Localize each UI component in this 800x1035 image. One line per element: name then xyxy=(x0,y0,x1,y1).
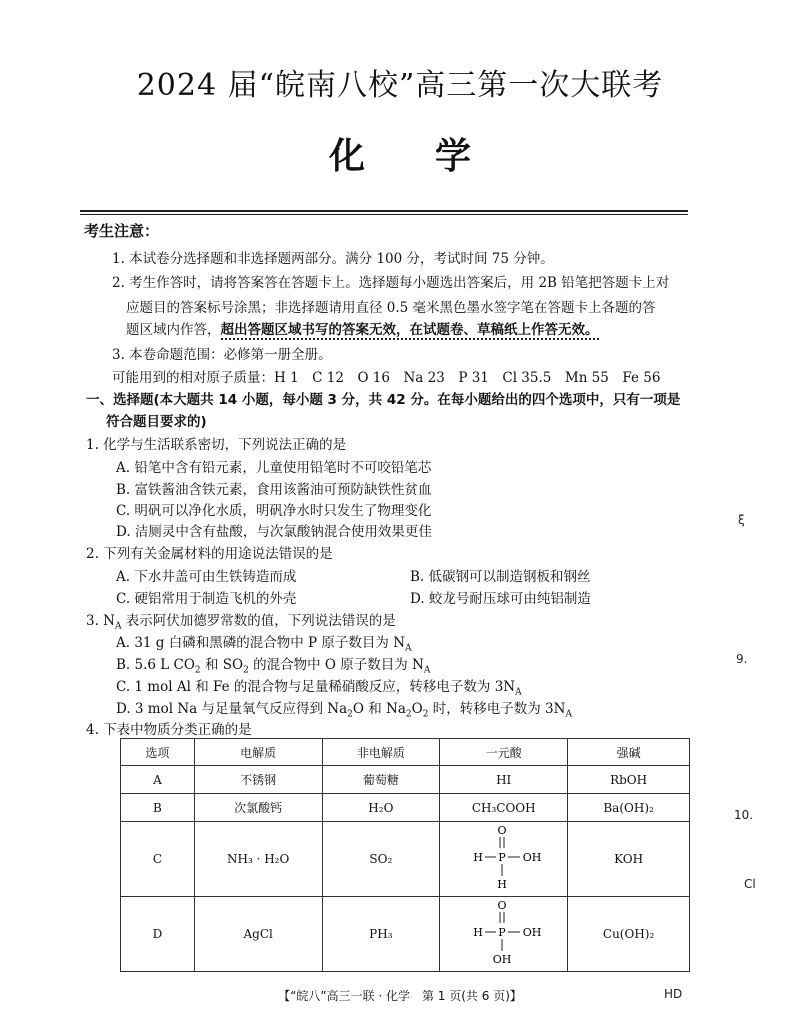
q1-option-c: C. 明矾可以净化水质，明矾净水时只发生了物理变化 xyxy=(116,503,432,519)
q3-a-sub: A xyxy=(405,643,412,654)
table-row xyxy=(121,766,690,794)
notice-item-1: 1. 本试卷分选择题和非选择题两部分。满分 100 分，考试时间 75 分钟。 xyxy=(112,251,554,267)
table-cell: PH₃ xyxy=(322,897,440,972)
q3-stem-n: 3. N xyxy=(86,613,115,629)
table-header: 强碱 xyxy=(568,739,690,766)
notice-item-2-cont: 应题目的答案标号涂黑；非选择题请用直径 0.5 毫米黑色墨水签字笔在答题卡上各题的答 xyxy=(126,300,656,316)
margin-mark: Cl xyxy=(744,877,756,891)
q3-option-b xyxy=(116,653,430,676)
struct-p: P xyxy=(498,925,506,939)
table-cell: HI xyxy=(440,766,568,794)
table-header-row xyxy=(121,739,690,766)
table-row xyxy=(121,822,690,897)
q3-d-text2: O 和 Na xyxy=(352,701,406,717)
table-cell: C xyxy=(121,822,195,897)
q2-option-b: B. 低碳钢可以制造钢板和钢丝 xyxy=(410,569,591,585)
q2-option-a: A. 下水井盖可由生铁铸造而成 xyxy=(116,569,297,585)
q3-b-sub2: 2 xyxy=(243,665,249,676)
q3-stem-text: 表示阿伏加德罗常数的值，下列说法错误的是 xyxy=(121,613,396,629)
q1-stem: 1. 化学与生活联系密切，下列说法正确的是 xyxy=(86,437,347,453)
q3-c-text: C. 1 mol Al 和 Fe 的混合物与足量稀硝酸反应，转移电子数为 3N xyxy=(116,679,516,695)
table-header: 选项 xyxy=(121,739,195,766)
q1-option-b: B. 富铁酱油含铁元素，食用该酱油可预防缺铁性贫血 xyxy=(116,482,432,498)
q3-b-sub3: A xyxy=(423,665,431,676)
q3-a-text: A. 31 g 白磷和黑磷的混合物中 P 原子数目为 N xyxy=(116,635,406,651)
table-cell: AgCl xyxy=(194,897,322,972)
table-cell: A xyxy=(121,766,195,794)
q3-d-text3: O xyxy=(411,701,423,717)
q3-option-d xyxy=(116,697,572,720)
q3-d-text1: D. 3 mol Na 与足量氧气反应得到 Na xyxy=(116,701,348,717)
struct-bottom: OH xyxy=(492,952,512,966)
table-cell: D xyxy=(121,897,195,972)
notice-item-2-end-text: 题区域内作答， xyxy=(126,322,221,338)
structural-formula-d xyxy=(444,898,564,968)
table-cell: Ba(OH)₂ xyxy=(568,794,690,822)
q3-b-text1: B. 5.6 L CO xyxy=(116,657,195,673)
table-cell: KOH xyxy=(568,822,690,897)
struct-h-left: H xyxy=(472,850,483,864)
exam-title: 2024 届“皖南八校”高三第一次大联考 xyxy=(136,68,664,103)
section-title-cont: 符合题目要求的) xyxy=(106,414,207,430)
table-cell: Cu(OH)₂ xyxy=(568,897,690,972)
q3-option-c xyxy=(116,675,522,698)
struct-h-left: H xyxy=(472,925,483,939)
struct-bottom: H xyxy=(496,877,507,891)
structural-formula-c xyxy=(444,823,564,893)
table-cell: B xyxy=(121,794,195,822)
table-cell: RbOH xyxy=(568,766,690,794)
table-cell: 不锈钢 xyxy=(194,766,322,794)
section-title: 一、选择题(本大题共 14 小题，每小题 3 分，共 42 分。在每小题给出的四个选项中，只有一项是 xyxy=(86,392,681,408)
q3-c-sub: A xyxy=(515,687,522,698)
notice-warning: 超出答题区域书写的答案无效，在试题卷、草稿纸上作答无效。 xyxy=(220,322,599,338)
q2-stem: 2. 下列有关金属材料的用途说法错误的是 xyxy=(86,546,333,562)
margin-mark: 10. xyxy=(734,808,754,822)
q3-d-sub1: 2 xyxy=(347,709,353,720)
q3-d-text4: 时，转移电子数为 3N xyxy=(428,701,566,717)
q3-stem-sub: A xyxy=(114,621,122,632)
table-row xyxy=(121,897,690,972)
header-rule-thick xyxy=(80,210,688,212)
struct-o: O xyxy=(497,823,507,837)
table-header: 一元酸 xyxy=(440,739,568,766)
phosphorous-acid-structure xyxy=(440,897,568,972)
table-header: 电解质 xyxy=(194,739,322,766)
classification-table xyxy=(120,738,690,972)
table-cell: NH₃ · H₂O xyxy=(194,822,322,897)
q3-option-a xyxy=(116,631,412,654)
notice-item-2: 2. 考生作答时，请将答案答在答题卡上。选择题每小题选出答案后，用 2B 铅笔把答题卡上对 xyxy=(112,275,670,291)
q2-option-c: C. 硬铝常用于制造飞机的外壳 xyxy=(116,591,297,607)
struct-o: O xyxy=(497,898,507,912)
table-row xyxy=(121,794,690,822)
q3-d-sub3: 2 xyxy=(422,709,429,720)
page-footer: 【“皖八”高三一联 · 化学 第 1 页(共 6 页)】 xyxy=(278,989,522,1003)
q3-d-sub4: A xyxy=(565,709,572,720)
phosphinic-acid-structure xyxy=(440,822,568,897)
q3-d-sub2: 2 xyxy=(405,709,412,720)
header-rule-thin xyxy=(80,214,688,215)
table-header: 非电解质 xyxy=(322,739,440,766)
struct-oh-right: OH xyxy=(522,925,542,939)
margin-mark: 9. xyxy=(736,652,748,666)
q3-stem xyxy=(86,609,396,632)
q3-b-sub1: 2 xyxy=(194,665,201,676)
table-cell: CH₃COOH xyxy=(440,794,568,822)
notice-item-3: 3. 本卷命题范围：必修第一册全册。 xyxy=(112,347,332,363)
notice-heading: 考生注意： xyxy=(84,222,160,240)
table-cell: SO₂ xyxy=(322,822,440,897)
atomic-masses: 可能用到的相对原子质量：H 1 C 12 O 16 Na 23 P 31 Cl 35.5 Mn 55 Fe 56 xyxy=(112,370,661,386)
table-cell: 次氯酸钙 xyxy=(194,794,322,822)
table-cell: 葡萄糖 xyxy=(322,766,440,794)
struct-p: P xyxy=(498,850,506,864)
q1-option-a: A. 铅笔中含有铅元素，儿童使用铅笔时不可咬铅笔芯 xyxy=(116,460,432,476)
subject-title: 化学 xyxy=(328,135,541,177)
q3-b-text3: 的混合物中 O 原子数目为 N xyxy=(248,657,424,673)
table-cell: H₂O xyxy=(322,794,440,822)
footer-code: HD xyxy=(664,987,683,1001)
notice-item-2-end xyxy=(126,318,599,338)
q4-stem: 4. 下表中物质分类正确的是 xyxy=(86,722,252,738)
struct-oh-right: OH xyxy=(522,850,542,864)
q2-option-d: D. 蛟龙号耐压球可由纯铝制造 xyxy=(410,591,591,607)
margin-mark: ξ xyxy=(738,513,745,527)
q3-b-text2: 和 SO xyxy=(200,657,244,673)
q1-option-d: D. 洁厕灵中含有盐酸，与次氯酸钠混合使用效果更佳 xyxy=(116,524,432,540)
